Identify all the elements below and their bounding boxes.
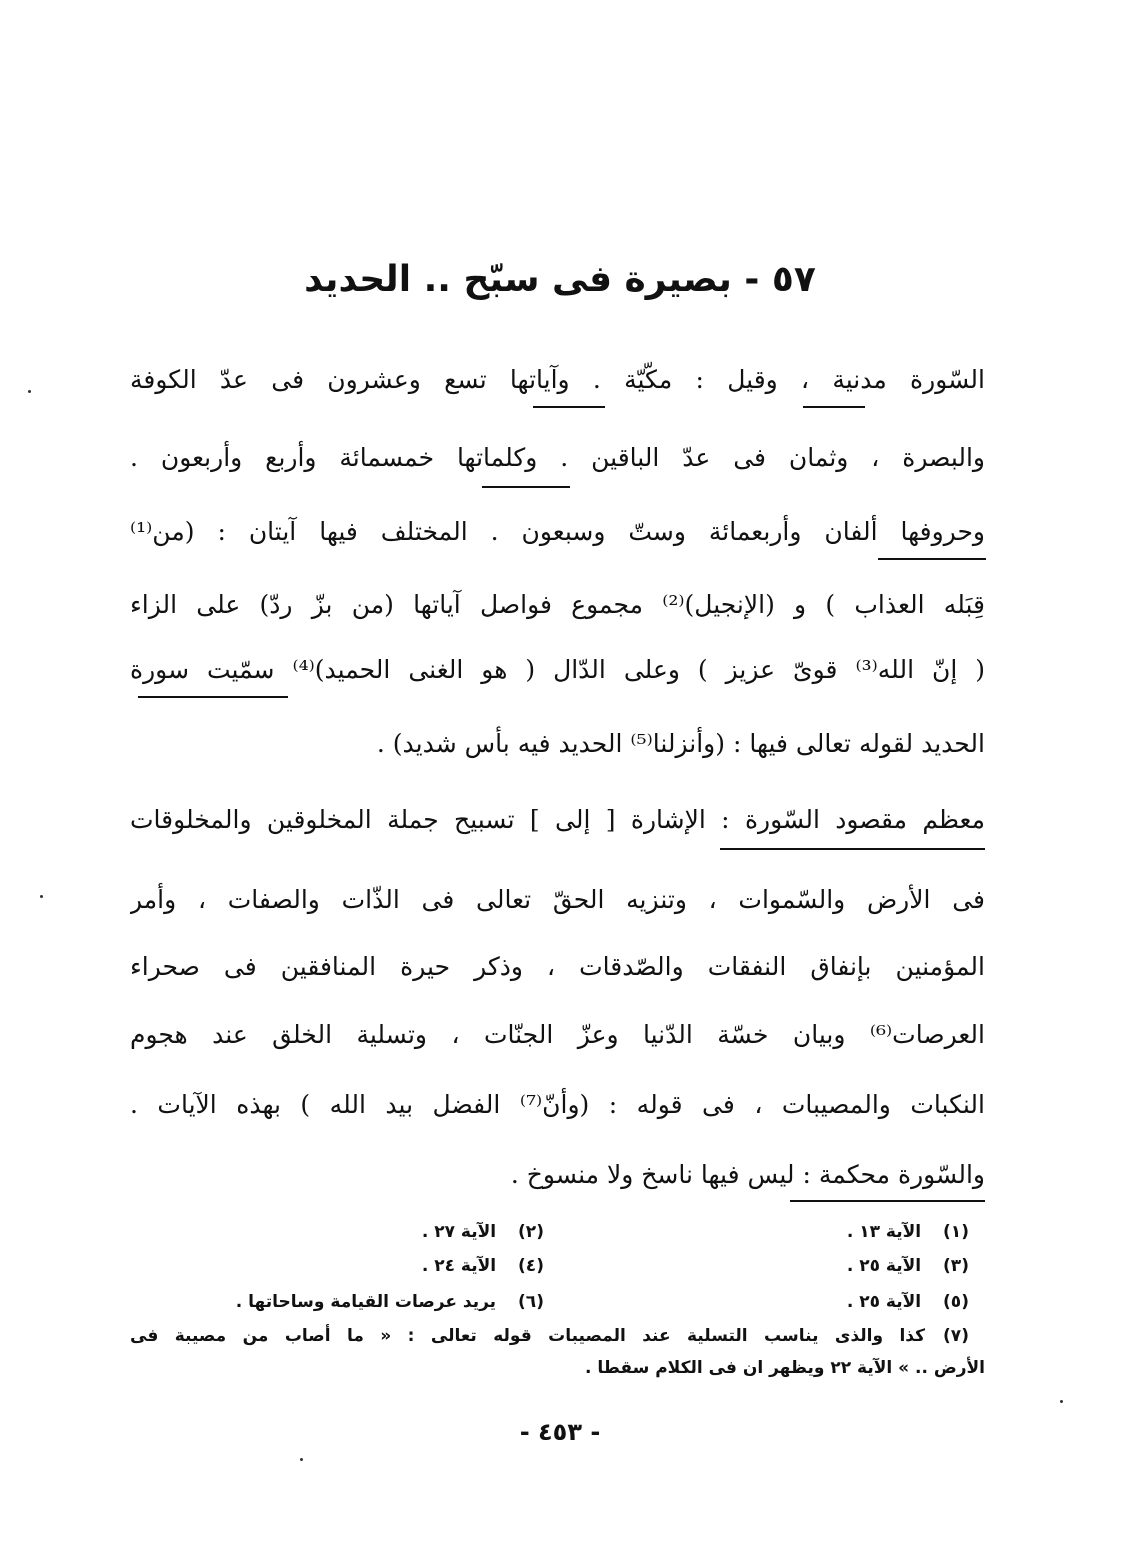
footnote-number: (٥) [943,1292,969,1312]
footnote-text: الآية ١٣ . [846,1222,922,1242]
body-line-1: السّورة مدنية ، وقيل : مكّيّة . وآياتها تسع وعشرون فى عدّ الكوفة [130,365,985,394]
footnote-text: الآية ٢٥ . [846,1292,922,1312]
footnote-7-number: (٧) [943,1326,969,1346]
footnote-4 [300,1254,560,1278]
body-line-3: وحروفها ألفان وأربعمائة وستّ وسبعون . المختلف فيها آيتان : (من⁽¹⁾ [130,517,985,546]
footnote-text: الآية ٢٥ . [846,1256,922,1276]
body-line-6: الحديد لقوله تعالى فيها : (وأنزلنا⁽⁵⁾ الحديد فيه بأس شديد) . [376,729,985,758]
scan-speck [300,1458,303,1461]
footnote-2 [300,1220,560,1244]
footnote-text: الآية ٢٤ . [421,1256,497,1276]
footnote-6 [140,1290,560,1314]
footnote-5 [700,1290,985,1314]
footnote-7-line-2: الأرض .. » الآية ٢٢ ويظهر ان فى الكلام سقطا . [585,1358,985,1378]
body-line-7: معظم مقصود السّورة : الإشارة [ إلى ] تسبيح جملة المخلوقين والمخلوقات [130,805,985,834]
footnote-number: (٣) [943,1256,969,1276]
scan-speck [1060,1400,1063,1403]
underline-rule [533,406,605,408]
footnote-number: (٤) [518,1256,544,1276]
underline-rule [878,558,986,560]
footnote-1 [700,1220,985,1244]
underline-rule [803,406,865,408]
underline-rule [720,848,985,850]
footnote-number: (١) [943,1222,969,1242]
footnote-number: (٦) [518,1292,544,1312]
body-line-9: المؤمنين بإنفاق النفقات والصّدقات ، وذكر حيرة المنافقين فى صحراء [130,952,985,981]
footnote-3 [700,1254,985,1278]
body-line-5: ( إنّ الله⁽³⁾ قوىّ عزيز ) وعلى الدّال ( هو الغنى الحميد)⁽⁴⁾ سمّيت سورة [130,655,985,684]
footnote-number: (٢) [518,1222,544,1242]
underline-rule [138,696,288,698]
underline-rule [482,486,570,488]
body-line-10: العرصات⁽⁶⁾ وبيان خسّة الدّنيا وعزّ الجنّات ، وتسلية الخلق عند هجوم [130,1020,985,1049]
footnote-text: يريد عرصات القيامة وساحاتها . [235,1292,497,1312]
body-line-12: والسّورة محكمة : ليس فيها ناسخ ولا منسوخ . [510,1160,985,1189]
underline-rule [790,1200,985,1202]
body-line-8: فى الأرض والسّموات ، وتنزيه الحقّ تعالى فى الذّات والصفات ، وأمر [130,885,985,914]
page-number: - ٤٥٣ - [519,1418,601,1446]
scan-speck [40,895,43,898]
body-line-2: والبصرة ، وثمان فى عدّ الباقين . وكلماتها خمسمائة وأربع وأربعون . [130,443,985,472]
scan-speck [28,390,31,393]
body-line-11: النكبات والمصيبات ، فى قوله : (وأنّ⁽⁷⁾ الفضل بيد الله ) بهذه الآيات . [130,1090,985,1119]
body-line-4: قِبَله العذاب ) و (الإنجيل)⁽²⁾ مجموع فواصل آياتها (من بزّ ردّ) على الزاء [130,590,985,619]
footnote-7-line-1: كذا والذى يناسب التسلية عند المصيبات قوله تعالى : « ما أصاب من مصيبة فى [130,1326,925,1346]
chapter-title: ٥٧ - بصيرة فى سبّح .. الحديد [304,259,816,300]
footnote-text: الآية ٢٧ . [421,1222,497,1242]
